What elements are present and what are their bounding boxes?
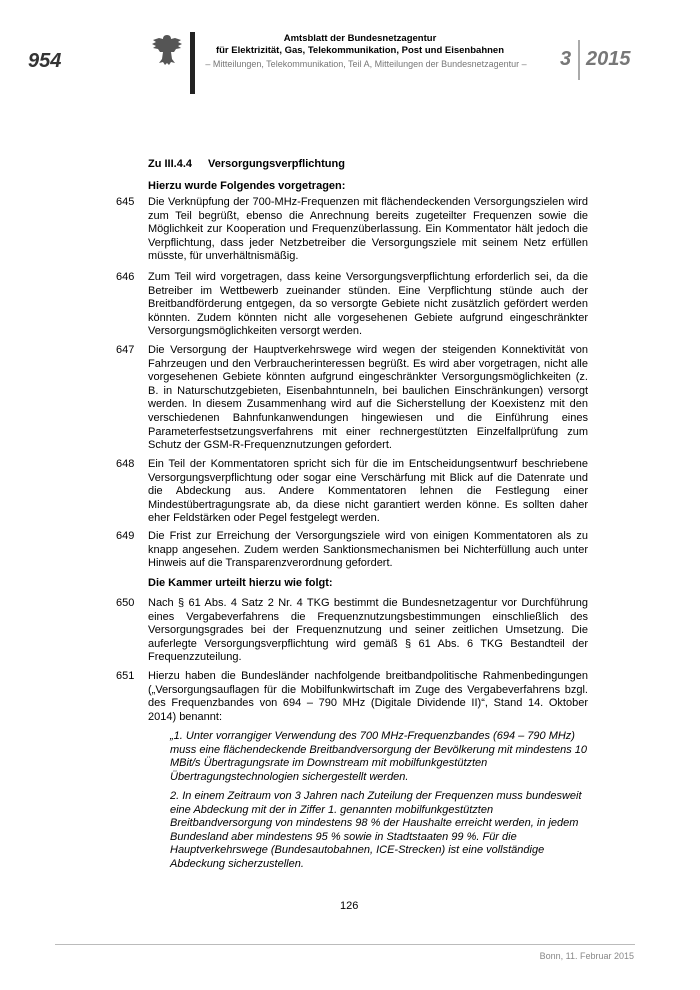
paragraph-text: Ein Teil der Kommentatoren spricht sich für die im Entscheidungsentwurf beschriebene Versorgungsverpflichtung oder sogar eine Verschärfung mit Blick auf die Datenrate und die Abdeckung aus. Andere Kommentatoren lehnen die Festlegung einer Mindestübertragungsrate ab, da diese nicht garantiert werden könne. Es sollten daher eher Feldstärken oder Pegel festgelegt werden. [148, 458, 588, 525]
journal-title: Amtsblatt der Bundesnetzagentur [283, 33, 437, 44]
paragraph-number: 649 [116, 530, 135, 542]
paragraph-text: Die Versorgung der Hauptverkehrswege wird wegen der steigenden Konnektivität von Fahrzeugen und den Verbraucherinteressen begrüßt. Es wird aber vorgetragen, nicht alle vorgesehenen Gebiete könnten aufgrund eingeschränkter Versorgungsmöglichkeiten (z. B. in Naturschutzgebieten, Eisenbahntunneln, bei baulichen Einschränkungen) versorgt werden. In diesem Zusammenhang wird auf die Sicherstellung der Koexistenz mit den verschiedenen Bahnfunkanwendungen hingewiesen und die Einführung eines Parameterfestsetzungsverfahrens mit einer rechnergestützten Einzelfallprüfung zum Schutz der GSM-R-Frequenznutzungen gefordert. [148, 344, 588, 452]
issue-year: 2015 [586, 48, 631, 70]
journal-title-line2: für Elektrizität, Gas, Telekommunikation, Post und Eisenbahnen [215, 45, 505, 56]
section-heading [148, 158, 345, 170]
federal-eagle-icon [150, 32, 184, 68]
quote-item: „1. Unter vorrangiger Verwendung des 700 MHz-Frequenzbandes (694 – 790 MHz) muss eine flächendeckende Breitbandversorgung der Bevölkerung mit mindestens 10 MBit/s Übertragungsrate im Downstream mit mobilfunkgestützten Übertragungstechnologien sichergestellt werden. [170, 730, 588, 783]
paragraph-text: Nach § 61 Abs. 4 Satz 2 Nr. 4 TKG bestimmt die Bundesnetzagentur vor Durchführung eines Vergabeverfahrens die Frequenznutzungsbestimmungen einschließlich des Versorgungsgrades bei der Frequenznutzung und seiner zeitlichen Umsetzung. Die auferlegte Versorgungsverpflichtung wird gemäß § 61 Abs. 6 TKG Bestandteil der Frequenzzuteilung. [148, 597, 588, 664]
journal-subtitle: – Mitteilungen, Telekommunikation, Teil A, Mitteilungen der Bundesnetzagentur – [205, 59, 527, 69]
paragraph-number: 650 [116, 597, 135, 609]
section-number: Zu III.4.4 [148, 158, 193, 170]
paragraph-number: 651 [116, 670, 135, 682]
issue-divider [578, 40, 580, 80]
issue-number: 3 [560, 48, 572, 70]
paragraph-text: Die Verknüpfung der 700-MHz-Frequenzen mit flächendeckenden Versorgungszielen wird zum Teil begrüßt, ebenso die Anrechnung bereits zugeteilter Frequenzen sowie die Möglichkeit zur Kooperation und Frequenzüberlassung. Ein Kommentator hält jedoch die Verpflichtung, dass jeder Netzbetreiber die Versorgungsziele mit seinem Netz erfüllen müsste, für unverhältnismäßig. [148, 196, 588, 263]
paragraph-number: 645 [116, 196, 135, 208]
header-divider-bar [190, 32, 195, 94]
paragraph-text: Zum Teil wird vorgetragen, dass keine Versorgungsverpflichtung erforderlich sei, da die Betreiber im Wettbewerb zueinander stünden. Eine Verpflichtung stünde auch der Breitbandförderung entgegen, da so versorgte Gebiete nicht zusätzlich gefördert werden könnten. Zudem könnten nicht alle vorgesehenen Gebiete aufgrund eingeschränkter Versorgungsmöglichkeiten versorgt werden. [148, 271, 588, 338]
paragraph-number: 647 [116, 344, 135, 356]
paragraph-text: Hierzu haben die Bundesländer nachfolgende breitbandpolitische Rahmenbedingungen („Versorgungsauflagen für die Mobilfunkwirtschaft im Zuge des Vergabeverfahrens bzgl. des Frequenzbandes von 694 – 790 MHz (Digitale Dividende II)“, Stand 14. Oktober 2014) benannt: [148, 670, 588, 723]
paragraph-number: 648 [116, 458, 135, 470]
paragraph-text: Die Frist zur Erreichung der Versorgungsziele wird von einigen Kommentatoren als zu knapp angesehen. Zudem werden Sanktionsmechanismen bei Nichterfüllung auch unter Hinweis auf die Transparenzverordnung gefordert. [148, 530, 588, 570]
quote-item: 2. In einem Zeitraum von 3 Jahren nach Zuteilung der Frequenzen muss bundesweit eine Abdeckung mit der in Ziffer 1. genannten mobilfunkgestützten Breitbandversorgung von mindestens 98 % der Haushalte erreicht werden, in jedem Bundesland aber mindestens 95 % sowie in Stadtstaaten 99 %. Für die Hauptverkehrswege (Bundesautobahnen, ICE-Strecken) ist eine vollständige Abdeckung sicherzustellen. [170, 790, 582, 870]
page-number: 954 [28, 50, 62, 72]
footer-page-number: 126 [340, 900, 359, 912]
paragraph-number: 646 [116, 271, 135, 283]
subheading-decision: Die Kammer urteilt hierzu wie folgt: [148, 577, 333, 589]
footer-date: Bonn, 11. Februar 2015 [539, 951, 634, 961]
subheading-submissions: Hierzu wurde Folgendes vorgetragen: [148, 180, 346, 192]
footer-divider [55, 944, 635, 945]
section-title: Versorgungsverpflichtung [208, 158, 345, 170]
